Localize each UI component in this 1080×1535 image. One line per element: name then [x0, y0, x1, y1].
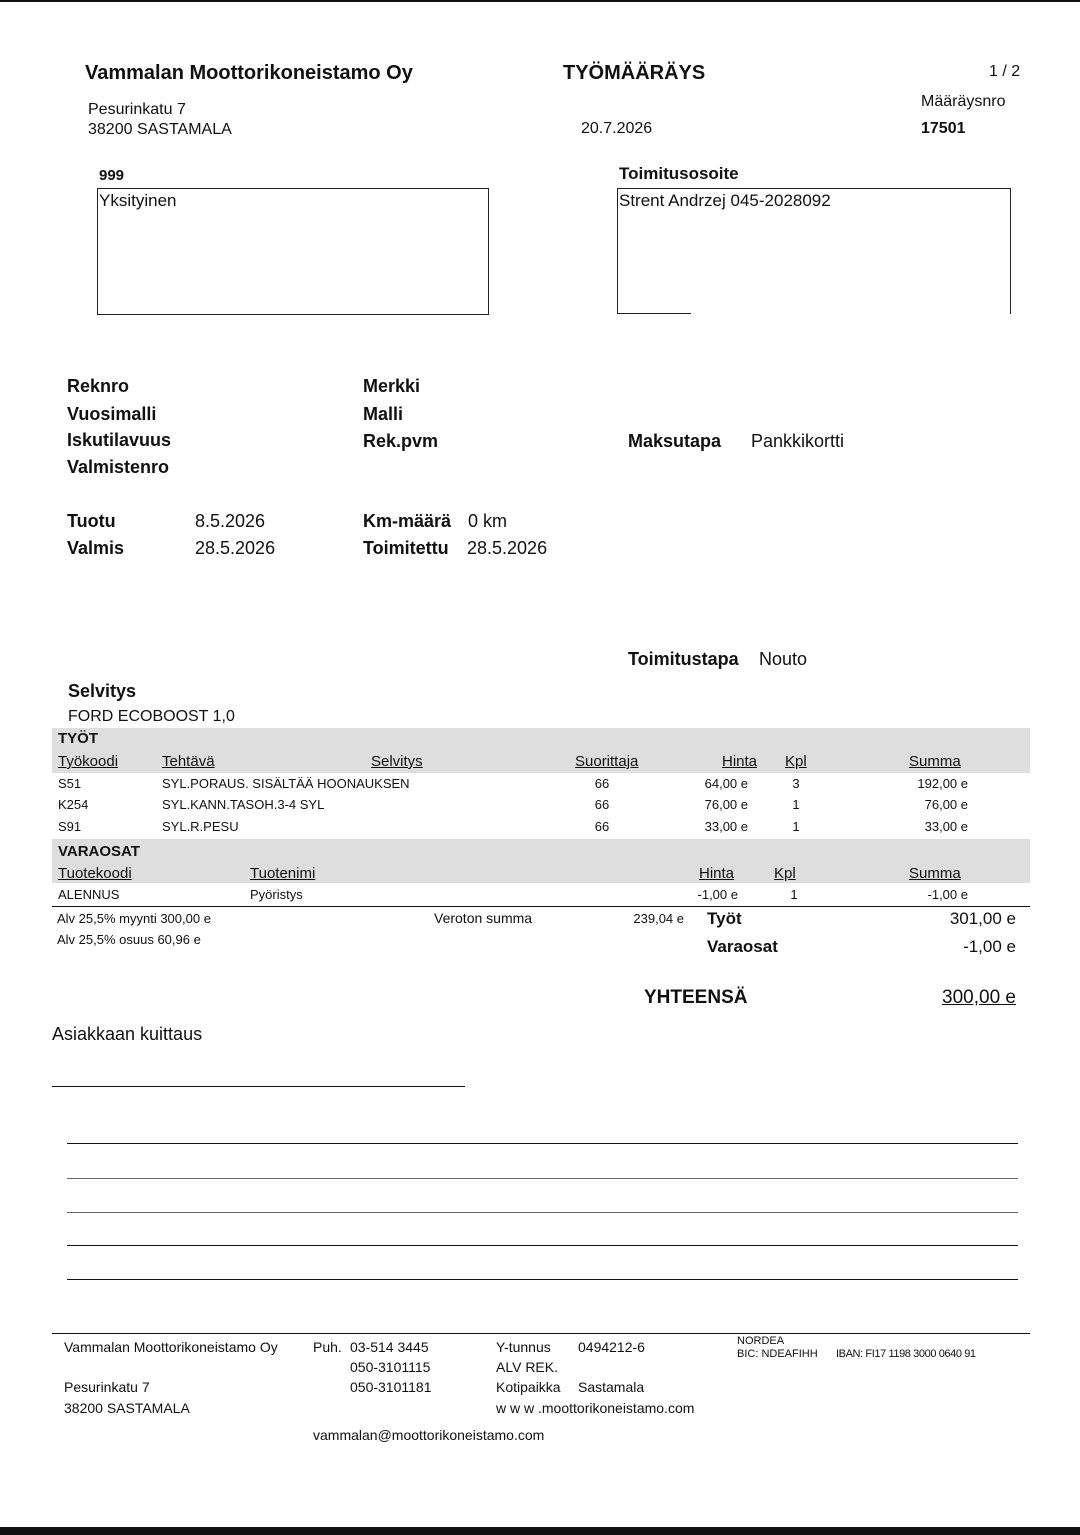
- yhteensa-value: 300,00 e: [942, 987, 1016, 1008]
- varaosat-col-sum: Summa: [909, 865, 961, 882]
- varaosat-row-price: -1,00 e: [697, 887, 738, 902]
- tyot-row-code: S91: [58, 819, 82, 834]
- tyot-row-code: S51: [58, 776, 82, 791]
- tyot-col-task: Tehtävä: [162, 753, 215, 770]
- tuotu-value: 8.5.2026: [195, 511, 266, 531]
- order-number: 17501: [921, 120, 966, 137]
- varaosat-row-qty: 1: [790, 887, 798, 902]
- page-number: 1 / 2: [989, 63, 1021, 80]
- signature-label: Asiakkaan kuittaus: [52, 1024, 203, 1044]
- delivery-text: Strent Andrzej 045-2028092: [619, 191, 831, 210]
- varaosat-total-value: -1,00 e: [963, 937, 1016, 956]
- tyot-row-code: K254: [58, 797, 89, 812]
- tyot-total-value: 301,00 e: [949, 909, 1016, 928]
- footer-ytunnus-value: 0494212-6: [578, 1339, 645, 1355]
- valmis-value: 28.5.2026: [195, 538, 276, 558]
- tyot-col-code: Työkoodi: [58, 753, 119, 770]
- tyot-row-performer: 66: [594, 776, 610, 791]
- footer-phone-2: 050-3101115: [350, 1359, 431, 1375]
- footer-alvrek: ALV REK.: [496, 1359, 558, 1375]
- tyot-row-task: SYL.R.PESU: [162, 819, 239, 834]
- tuotu-label: Tuotu: [67, 511, 116, 531]
- footer-kotipaikka-label: Kotipaikka: [496, 1379, 561, 1395]
- malli-label: Malli: [363, 404, 404, 424]
- iskutilavuus-label: Iskutilavuus: [67, 430, 172, 450]
- tyot-total-label: Työt: [707, 909, 742, 928]
- tyot-row-qty: 1: [792, 797, 800, 812]
- vuosimalli-label: Vuosimalli: [67, 404, 157, 424]
- footer-separator: [52, 1333, 1030, 1334]
- footer-phone-label: Puh.: [313, 1339, 342, 1355]
- tyot-row-qty: 3: [792, 776, 800, 791]
- footer-website: w w w .moottorikoneistamo.com: [496, 1400, 695, 1416]
- note-line: [67, 1212, 1018, 1213]
- tyot-col-price: Hinta: [722, 753, 758, 770]
- toimitustapa-label: Toimitustapa: [628, 649, 739, 669]
- maksutapa-value: Pankkikortti: [751, 431, 845, 451]
- document-date: 20.7.2026: [581, 120, 653, 137]
- tyot-row-price: 64,00 e: [704, 776, 748, 791]
- customer-code: 999: [99, 167, 125, 184]
- varaosat-total-label: Varaosat: [707, 937, 778, 956]
- varaosat-header-band: [52, 839, 1030, 883]
- varaosat-title: VARAOSAT: [58, 843, 140, 860]
- footer-email: vammalan@moottorikoneistamo.com: [313, 1427, 545, 1443]
- varaosat-row-name: Pyöristys: [250, 887, 303, 902]
- tyot-row-performer: 66: [594, 797, 610, 812]
- delivery-label: Toimitusosoite: [619, 164, 739, 183]
- footer-company: Vammalan Moottorikoneistamo Oy: [64, 1339, 278, 1355]
- veroton-value: 239,04 e: [633, 911, 684, 926]
- veroton-label: Veroton summa: [434, 910, 533, 926]
- varaosat-row-code: ALENNUS: [58, 887, 120, 902]
- toimitettu-value: 28.5.2026: [467, 538, 548, 558]
- tyot-row-task: SYL.PORAUS. SISÄLTÄÄ HOONAUKSEN: [162, 776, 410, 791]
- maksutapa-label: Maksutapa: [628, 431, 722, 451]
- yhteensa-label: YHTEENSÄ: [644, 987, 748, 1008]
- valmistenro-label: Valmistenro: [67, 457, 170, 477]
- tyot-row-qty: 1: [792, 819, 800, 834]
- customer-name: Yksityinen: [99, 191, 177, 210]
- varaosat-row-sum: -1,00 e: [927, 887, 968, 902]
- tyot-row-performer: 66: [594, 819, 610, 834]
- tyot-col-sum: Summa: [909, 753, 961, 770]
- km-value: 0 km: [468, 511, 508, 531]
- footer-phone-1: 03-514 3445: [350, 1339, 429, 1355]
- tyot-col-performer: Suorittaja: [575, 753, 639, 770]
- note-line: [67, 1245, 1018, 1246]
- company-city: 38200 SASTAMALA: [88, 121, 232, 138]
- toimitettu-label: Toimitettu: [363, 538, 449, 558]
- footer-city: 38200 SASTAMALA: [64, 1400, 190, 1416]
- tyot-row-sum: 33,00 e: [924, 819, 968, 834]
- page-bottom-edge: [0, 1527, 1080, 1535]
- footer-bank: NORDEA: [737, 1335, 785, 1347]
- tyot-row-task: SYL.KANN.TASOH.3-4 SYL: [162, 797, 325, 812]
- totals-separator: [52, 906, 1030, 907]
- note-line: [67, 1143, 1018, 1144]
- rekpvm-label: Rek.pvm: [363, 431, 439, 451]
- valmis-label: Valmis: [67, 538, 125, 558]
- reknro-label: Reknro: [67, 376, 130, 396]
- note-line: [67, 1279, 1018, 1280]
- footer-phone-3: 050-3101181: [350, 1379, 432, 1395]
- varaosat-col-name: Tuotenimi: [250, 865, 316, 882]
- company-street: Pesurinkatu 7: [88, 101, 186, 118]
- tyot-row-price: 33,00 e: [704, 819, 748, 834]
- footer-kotipaikka-value: Sastamala: [578, 1379, 645, 1395]
- document-title: TYÖMÄÄRÄYS: [563, 62, 706, 84]
- tyot-title: TYÖT: [58, 730, 98, 747]
- note-line: [67, 1178, 1018, 1179]
- selvitys-label: Selvitys: [68, 681, 137, 701]
- footer-ytunnus-label: Y-tunnus: [496, 1339, 551, 1355]
- signature-line: [52, 1086, 465, 1087]
- tyot-col-qty: Kpl: [785, 753, 807, 770]
- company-name: Vammalan Moottorikoneistamo Oy: [85, 62, 413, 84]
- toimitustapa-value: Nouto: [759, 649, 808, 669]
- selvitys-text: FORD ECOBOOST 1,0: [68, 708, 235, 725]
- alv-osuus: Alv 25,5% osuus 60,96 e: [57, 932, 201, 947]
- footer-iban: IBAN: FI17 1198 3000 0640 91: [836, 1348, 976, 1360]
- tyot-row-sum: 76,00 e: [924, 797, 968, 812]
- merkki-label: Merkki: [363, 376, 421, 396]
- varaosat-col-price: Hinta: [699, 865, 735, 882]
- footer-street: Pesurinkatu 7: [64, 1379, 150, 1395]
- page-top-edge: [0, 0, 1080, 2]
- varaosat-col-code: Tuotekoodi: [58, 865, 132, 882]
- order-number-label: Määräysnro: [921, 93, 1006, 110]
- tyot-row-sum: 192,00 e: [917, 776, 968, 791]
- tyot-row-price: 76,00 e: [704, 797, 748, 812]
- km-label: Km-määrä: [363, 511, 452, 531]
- delivery-box-bottom: [617, 313, 691, 314]
- alv-myynti: Alv 25,5% myynti 300,00 e: [57, 911, 211, 926]
- tyot-col-desc: Selvitys: [371, 753, 423, 770]
- footer-bic: BIC: NDEAFIHH: [737, 1348, 818, 1360]
- varaosat-col-qty: Kpl: [774, 865, 796, 882]
